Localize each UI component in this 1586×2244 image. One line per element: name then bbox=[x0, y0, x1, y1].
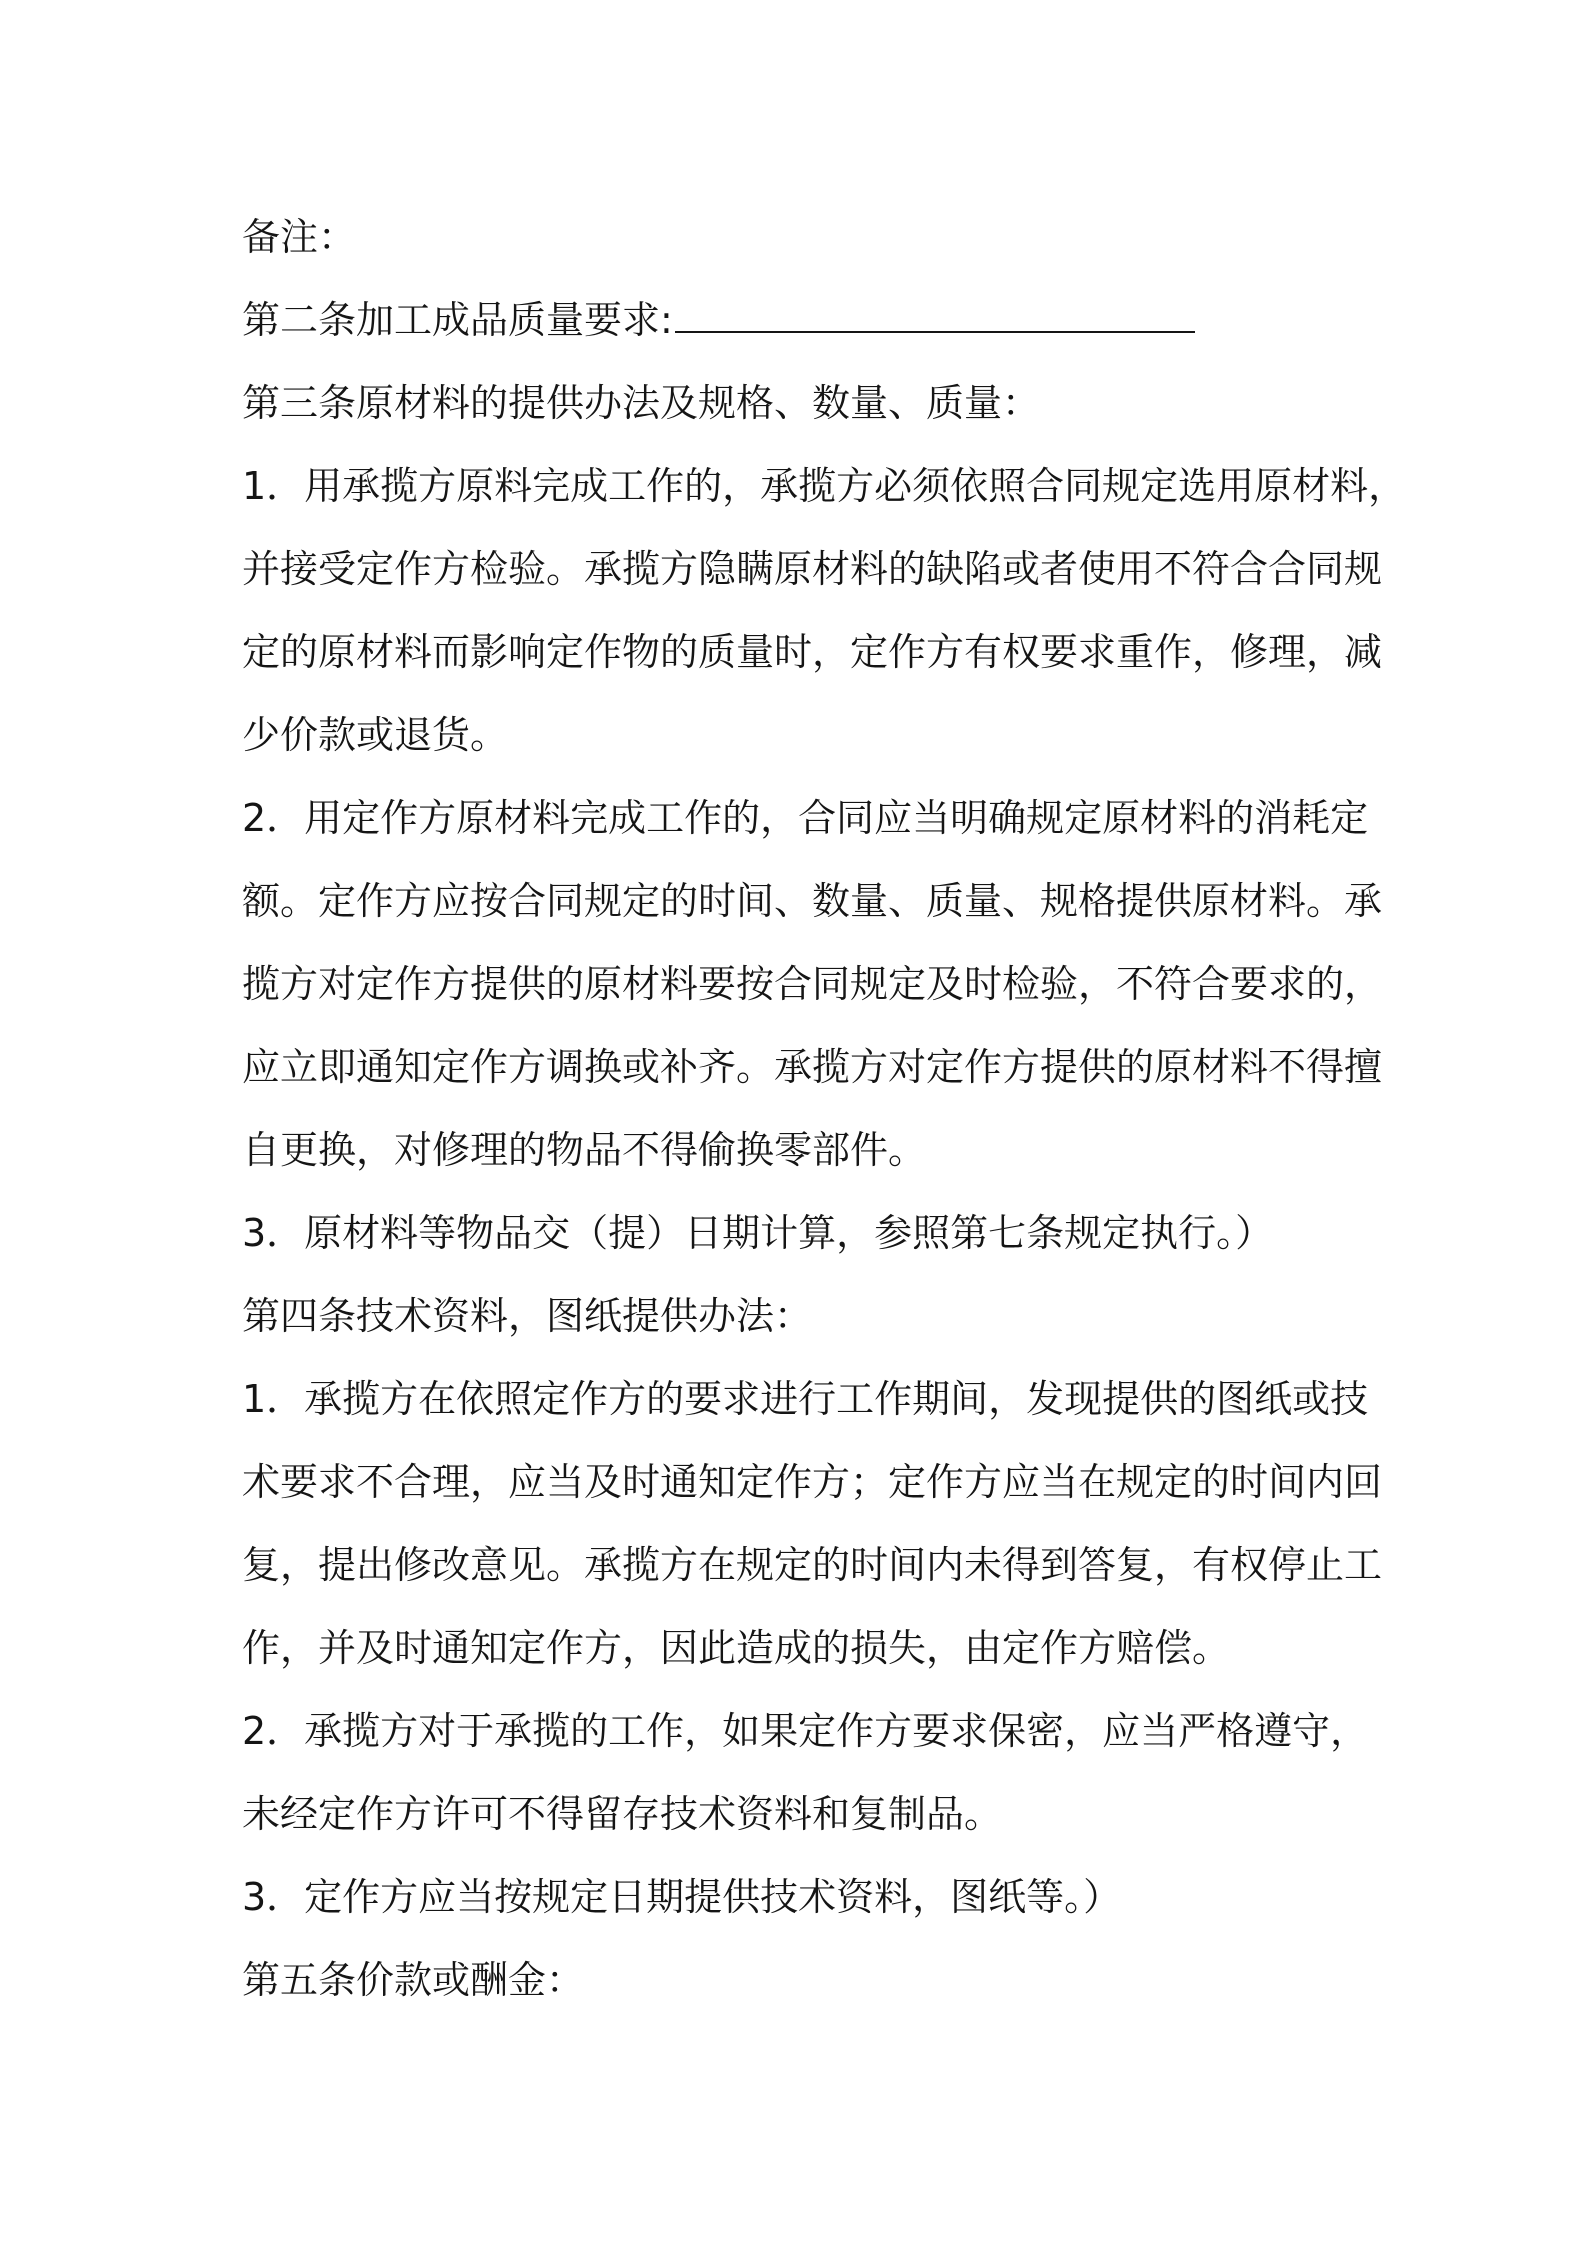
paragraph-line: 2．用定作方原材料完成工作的，合同应当明确规定原材料的消耗定 bbox=[242, 796, 1369, 840]
article-5-heading: 第五条价款或酬金： bbox=[242, 1958, 585, 2002]
article-4-heading: 第四条技术资料，图纸提供办法： bbox=[242, 1294, 813, 1338]
paragraph-line: 少价款或退货。 bbox=[242, 713, 509, 757]
paragraph-line: 未经定作方许可不得留存技术资料和复制品。 bbox=[242, 1792, 1003, 1836]
remarks-label: 备注： bbox=[242, 215, 357, 259]
paragraph-line: 并接受定作方检验。承揽方隐瞒原材料的缺陷或者使用不符合合同规 bbox=[242, 547, 1383, 591]
paragraph-line: 额。定作方应按合同规定的时间、数量、质量、规格提供原材料。承 bbox=[242, 879, 1383, 923]
article-3-heading: 第三条原材料的提供办法及规格、数量、质量： bbox=[242, 381, 1041, 425]
paragraph-line: 自更换，对修理的物品不得偷换零部件。 bbox=[242, 1128, 927, 1172]
article-2-text: 第二条加工成品质量要求: bbox=[242, 298, 673, 342]
paragraph-line: 3．定作方应当按规定日期提供技术资料，图纸等。） bbox=[242, 1875, 1122, 1919]
paragraph-line: 1．用承揽方原料完成工作的，承揽方必须依照合同规定选用原材料， bbox=[242, 464, 1407, 508]
paragraph-line: 术要求不合理，应当及时通知定作方；定作方应当在规定的时间内回 bbox=[242, 1460, 1383, 1504]
paragraph-line: 复，提出修改意见。承揽方在规定的时间内未得到答复，有权停止工 bbox=[242, 1543, 1383, 1587]
paragraph-line: 定的原材料而影响定作物的质量时，定作方有权要求重作，修理，减 bbox=[242, 630, 1383, 674]
fill-in-blank-line bbox=[675, 301, 1195, 333]
document-body bbox=[242, 196, 1407, 2022]
paragraph-line: 应立即通知定作方调换或补齐。承揽方对定作方提供的原材料不得擅 bbox=[242, 1045, 1383, 1089]
paragraph-line: 3．原材料等物品交（提）日期计算，参照第七条规定执行。） bbox=[242, 1211, 1274, 1255]
article-2-heading bbox=[242, 279, 1392, 362]
paragraph-line: 1．承揽方在依照定作方的要求进行工作期间，发现提供的图纸或技 bbox=[242, 1377, 1369, 1421]
paragraph-line: 2．承揽方对于承揽的工作，如果定作方要求保密，应当严格遵守， bbox=[242, 1709, 1369, 1753]
paragraph-line: 作，并及时通知定作方，因此造成的损失，由定作方赔偿。 bbox=[242, 1626, 1231, 1670]
paragraph-line: 揽方对定作方提供的原材料要按合同规定及时检验，不符合要求的， bbox=[242, 962, 1383, 1006]
